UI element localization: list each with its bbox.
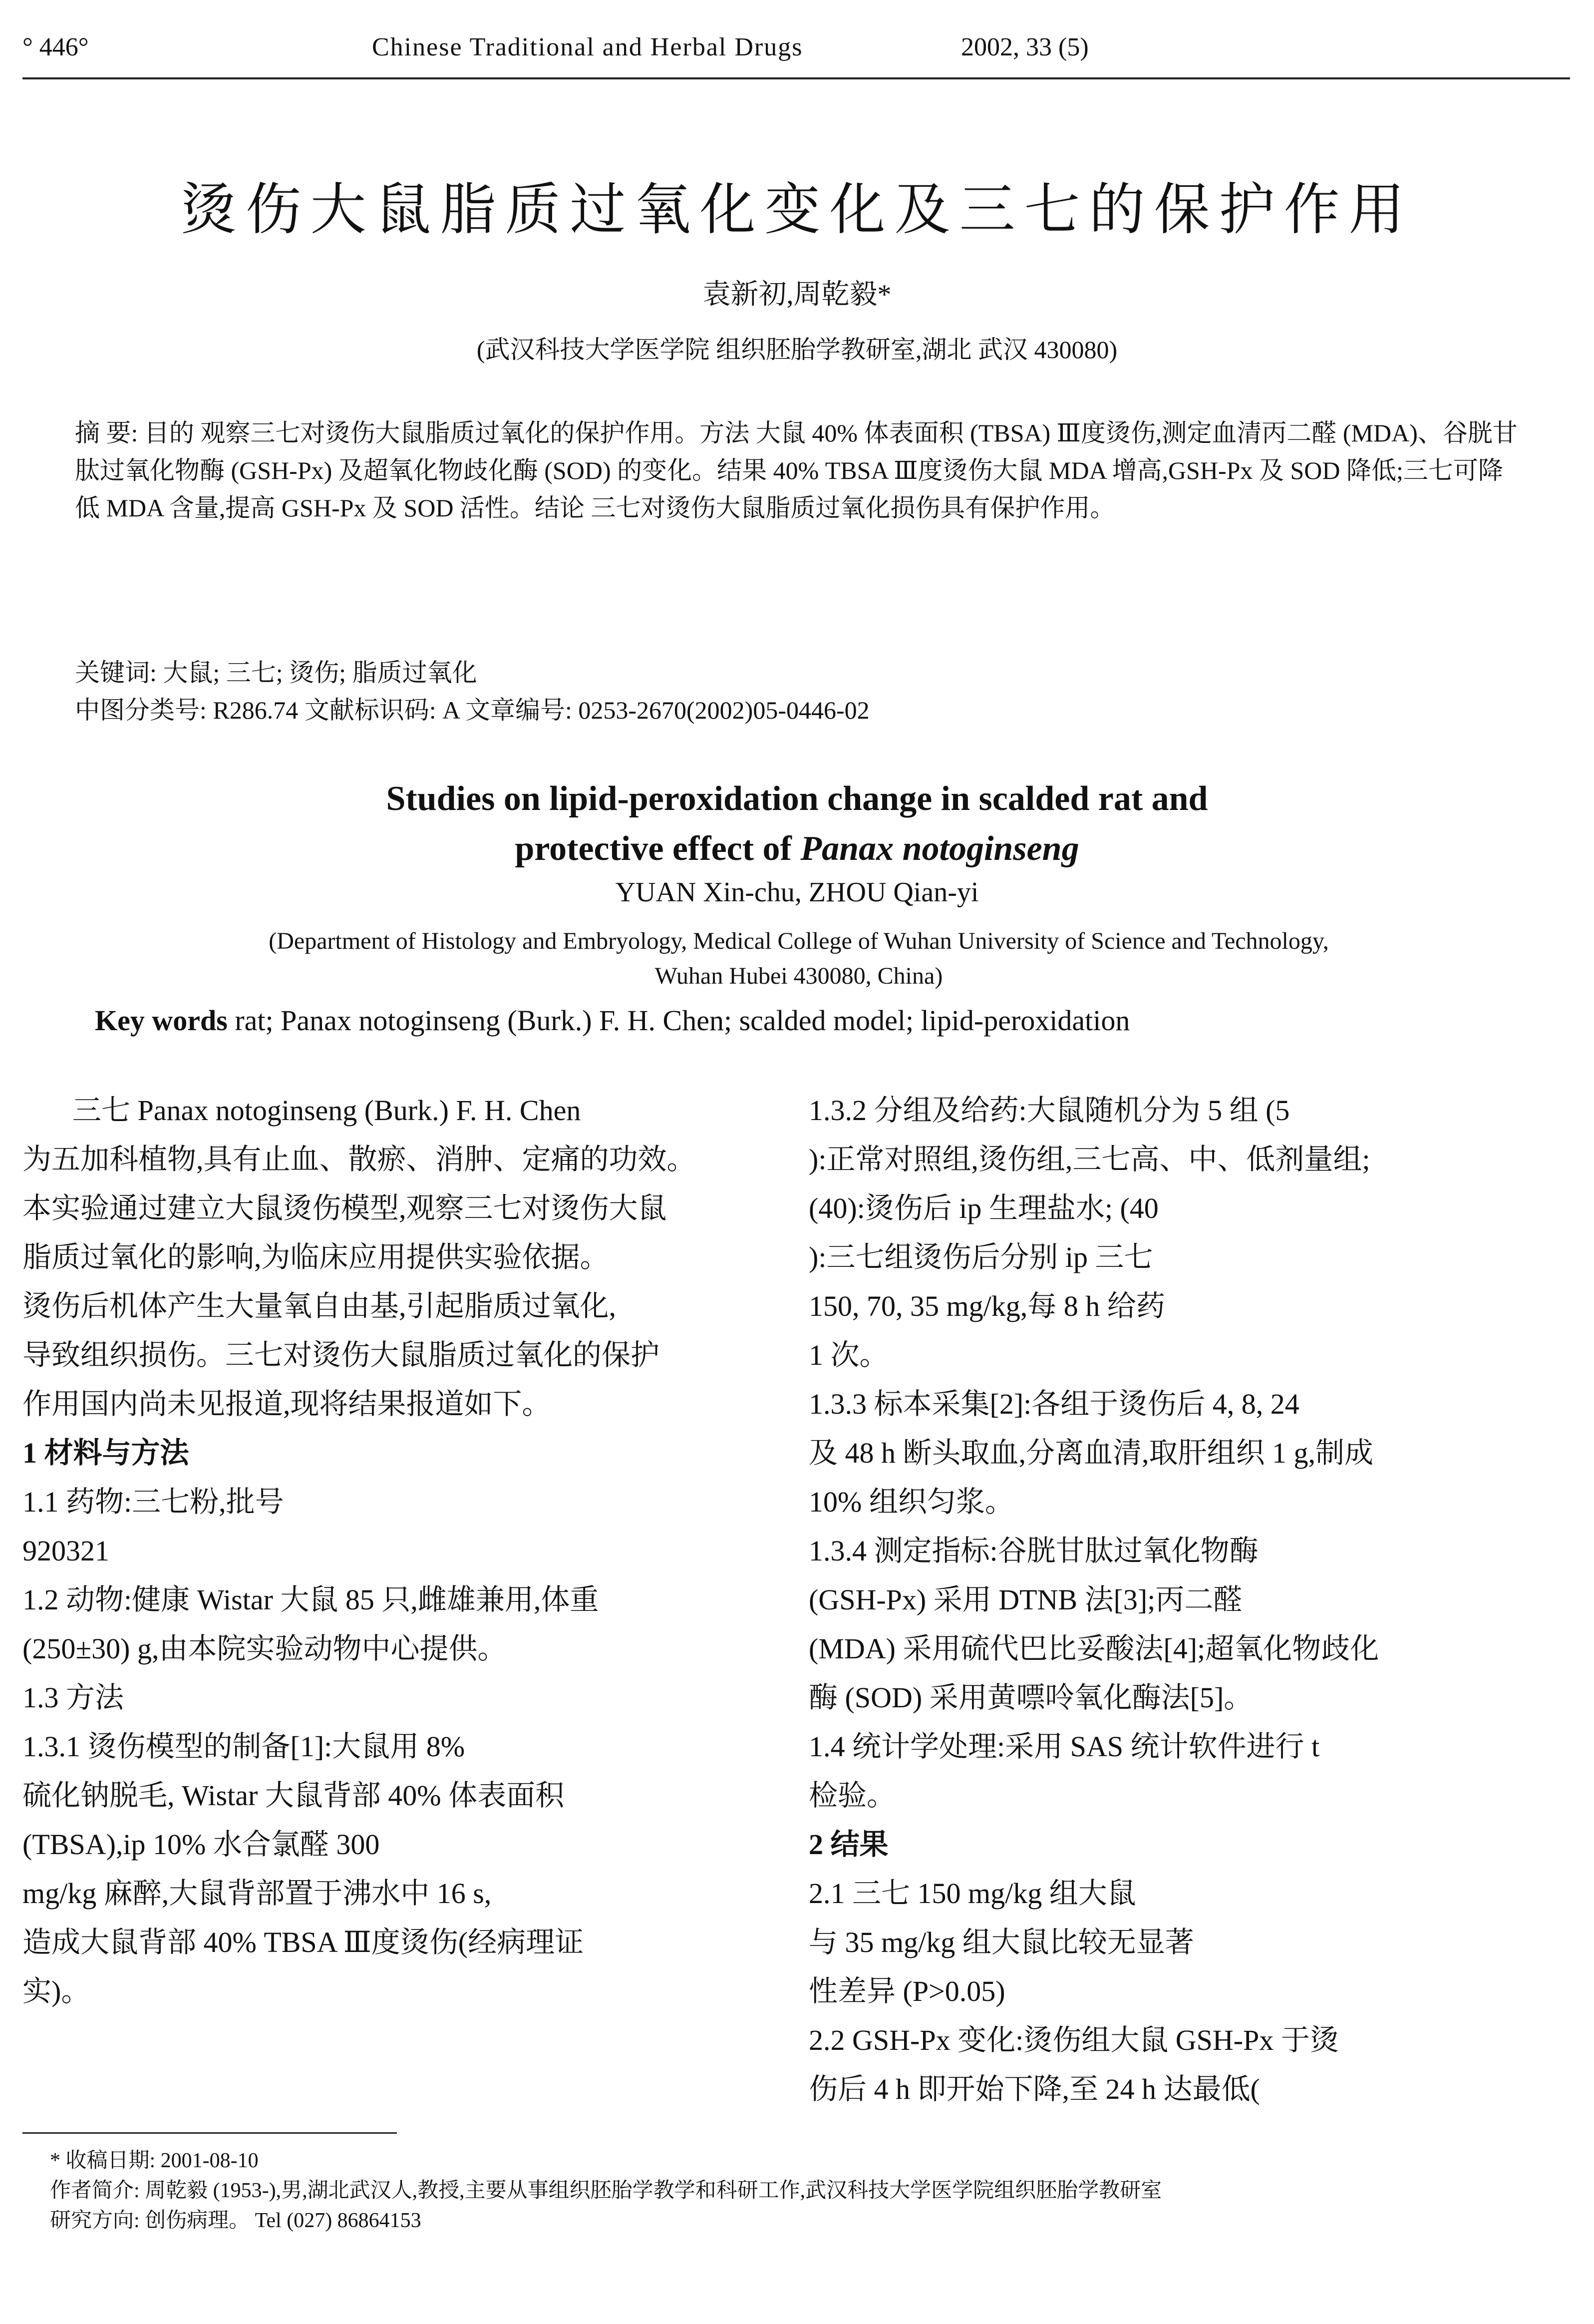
body-line: 2.1 三七 150 mg/kg 组大鼠	[809, 1877, 1136, 1910]
body-column-right	[809, 1086, 1543, 2114]
body-line: 三七 Panax notoginseng (Burk.) F. H. Chen	[72, 1094, 581, 1127]
footnote-received: * 收稿日期: 2001-08-10	[50, 2149, 259, 2172]
body-line: (GSH-Px) 采用 DTNB 法[3];丙二醛	[809, 1583, 1243, 1616]
en-title-prefix: protective effect of	[515, 829, 801, 868]
en-title-line2	[0, 829, 1594, 869]
page-number: ° 446°	[22, 33, 89, 61]
en-keywords-text: rat; Panax notoginseng (Burk.) F. H. Chen; scalded model; lipid-peroxidation	[235, 1004, 1130, 1037]
body-line: 1.1 药物:三七粉,批号	[22, 1486, 284, 1518]
en-affiliation	[125, 924, 1473, 994]
body-line: 脂质过氧化的影响,为临床应用提供实验依据。	[22, 1241, 609, 1273]
en-keywords-label: Key words	[95, 1004, 228, 1037]
body-line: 伤后 4 h 即开始下降,至 24 h 达最低(	[809, 2073, 1260, 2105]
body-line: ):正常对照组,烫伤组,三七高、中、低剂量组;	[809, 1143, 1370, 1175]
body-line: 实)。	[22, 1975, 90, 2007]
cn-keywords: 关键词: 大鼠; 三七; 烫伤; 脂质过氧化	[75, 659, 477, 687]
body-line: 1.3.1 烫伤模型的制备[1]:大鼠用 8%	[22, 1730, 465, 1763]
body-line: 150, 70, 35 mg/kg,每 8 h 给药	[809, 1290, 1165, 1322]
en-affiliation-line2: Wuhan Hubei 430080, China)	[654, 963, 943, 989]
en-authors: YUAN Xin-chu, ZHOU Qian-yi	[615, 877, 979, 908]
cn-classification: 中图分类号: R286.74 文献标识码: A 文章编号: 0253-2670(2002)05-0446-02	[75, 696, 870, 724]
section-heading: 1 材料与方法	[22, 1437, 189, 1469]
journal-name: Chinese Traditional and Herbal Drugs	[372, 33, 803, 61]
body-line: mg/kg 麻醉,大鼠背部置于沸水中 16 s,	[22, 1877, 492, 1910]
body-line: 1.3.2 分组及给药:大鼠随机分为 5 组 (5	[809, 1094, 1290, 1127]
body-line: 硫化钠脱毛, Wistar 大鼠背部 40% 体表面积	[22, 1779, 565, 1812]
body-line: ):三七组烫伤后分别 ip 三七	[809, 1241, 1153, 1273]
cn-affiliation: (武汉科技大学医学院 组织胚胎学教研室,湖北 武汉 430080)	[476, 336, 1118, 364]
body-line: 1.3.3 标本采集[2]:各组于烫伤后 4, 8, 24	[809, 1388, 1299, 1420]
footnote-contact: 研究方向: 创伤病理。 Tel (027) 86864153	[50, 2209, 421, 2232]
body-line: 2.2 GSH-Px 变化:烫伤组大鼠 GSH-Px 于烫	[809, 2024, 1339, 2056]
body-line: 及 48 h 断头取血,分离血清,取肝组织 1 g,制成	[809, 1437, 1374, 1469]
body-line: 酶 (SOD) 采用黄嘌呤氧化酶法[5]。	[809, 1681, 1253, 1714]
running-header	[22, 27, 1570, 72]
body-line: 与 35 mg/kg 组大鼠比较无显著	[809, 1926, 1194, 1958]
cn-authors: 袁新初,周乾毅*	[702, 279, 892, 310]
footnote-rule	[22, 2132, 397, 2134]
en-title-species: Panax notoginseng	[800, 829, 1079, 868]
body-line: 1.2 动物:健康 Wistar 大鼠 85 只,雌雄兼用,体重	[22, 1583, 599, 1616]
en-title-line1: Studies on lipid-peroxidation change in scalded rat and	[386, 779, 1208, 818]
body-line: 本实验通过建立大鼠烫伤模型,观察三七对烫伤大鼠	[22, 1192, 667, 1224]
section-heading: 2 结果	[809, 1828, 889, 1861]
body-line: 性差异 (P>0.05)	[809, 1975, 1005, 2007]
body-line: (MDA) 采用硫代巴比妥酸法[4];超氧化物歧化	[809, 1632, 1379, 1665]
body-line: 检验。	[809, 1779, 896, 1812]
body-line: 导致组织损伤。三七对烫伤大鼠脂质过氧化的保护	[22, 1339, 660, 1371]
body-line: 作用国内尚未见报道,现将结果报道如下。	[22, 1388, 551, 1420]
journal-issue: 2002, 33 (5)	[961, 33, 1089, 61]
body-line: 920321	[22, 1535, 109, 1567]
cn-abstract: 摘 要: 目的 观察三七对烫伤大鼠脂质过氧化的保护作用。方法 大鼠 40% 体表面积 (TBSA) Ⅲ度烫伤,测定血清丙二醛 (MDA)、谷胱甘肽过氧化物酶 (GSH-Px) 及超氧化物歧化酶 (SOD) 的变化。结果 40% TBSA Ⅲ度烫伤大鼠 MDA 增高,GSH-Px 及 SOD 降低;三七可降低 MDA 含量,提高 GSH-Px 及 SOD 活性。结论 三七对烫伤大鼠脂质过氧化损伤具有保护作用。	[75, 419, 1518, 522]
body-line: (40):烫伤后 ip 生理盐水; (40	[809, 1192, 1159, 1224]
body-line: (TBSA),ip 10% 水合氯醛 300	[22, 1828, 380, 1861]
body-line: 1.3 方法	[22, 1681, 124, 1714]
body-line: 1 次。	[809, 1339, 889, 1371]
body-line: 为五加科植物,具有止血、散瘀、消肿、定痛的功效。	[22, 1143, 696, 1175]
body-line: 1.4 统计学处理:采用 SAS 统计软件进行 t	[809, 1730, 1320, 1763]
header-rule	[22, 77, 1570, 79]
body-line: 造成大鼠背部 40% TBSA Ⅲ度烫伤(经病理证	[22, 1926, 584, 1958]
cn-title: 烫伤大鼠脂质过氧化变化及三七的保护作用	[180, 179, 1414, 241]
body-column-left	[22, 1086, 756, 2016]
en-affiliation-line1: (Department of Histology and Embryology, Medical College of Wuhan University of Science and Technology,	[269, 928, 1329, 954]
body-line: (250±30) g,由本院实验动物中心提供。	[22, 1632, 507, 1665]
footnote-bio: 作者简介: 周乾毅 (1953-),男,湖北武汉人,教授,主要从事组织胚胎学教学和科研工作,武汉科技大学医学院组织胚胎学教研室	[50, 2179, 1162, 2202]
body-line: 10% 组织匀浆。	[809, 1486, 1014, 1518]
en-keywords	[95, 1004, 1543, 1037]
body-line: 1.3.4 测定指标:谷胱甘肽过氧化物酶	[809, 1535, 1259, 1567]
body-line: 烫伤后机体产生大量氧自由基,引起脂质过氧化,	[22, 1290, 617, 1322]
